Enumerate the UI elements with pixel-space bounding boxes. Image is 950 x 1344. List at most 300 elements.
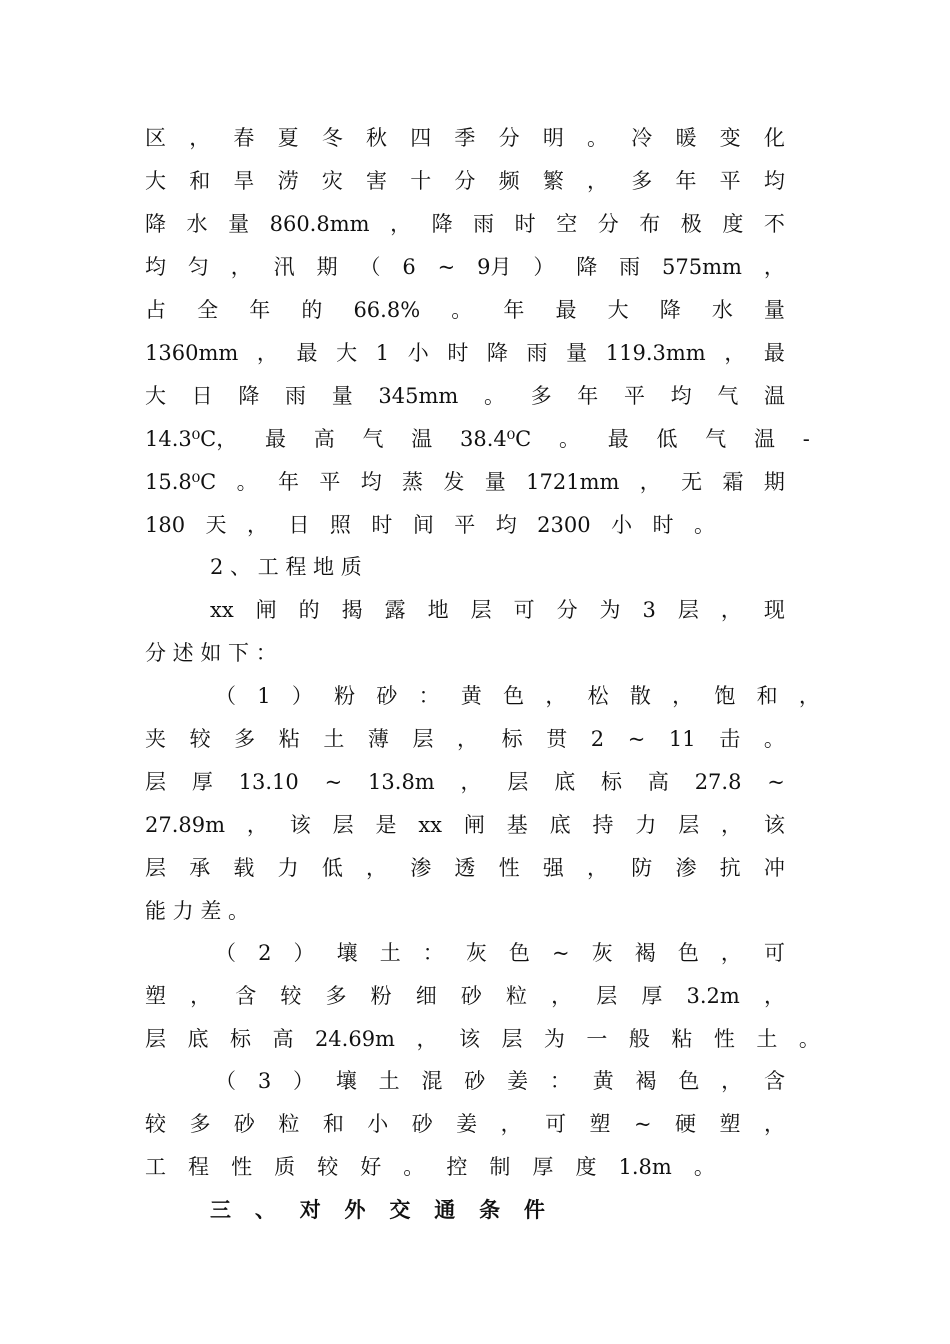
text-token: 性 (713, 1027, 735, 1051)
text-token: 年 (249, 298, 271, 322)
text-token: 区 (145, 126, 166, 150)
text-token: 壤 (335, 1069, 357, 1093)
text-token: 降 (576, 255, 598, 279)
text-token: 2300 (537, 513, 591, 537)
text-token: 褐 (635, 1069, 657, 1093)
text-token: 高 (647, 770, 669, 794)
text-token: 抗 (719, 856, 741, 880)
text-token: 色 (677, 941, 699, 965)
text-token: 一 (586, 1027, 608, 1051)
text-token: ， (551, 984, 573, 1008)
text-token: 季 (454, 126, 476, 150)
text-token: 制 (489, 1155, 511, 1179)
text-token: 雨 (526, 341, 548, 365)
text-line (0, 595, 950, 625)
text-token: ： (422, 941, 444, 965)
text-token: 通 (434, 1197, 456, 1222)
text-token: ， (587, 169, 609, 193)
text-token: （ (215, 941, 236, 965)
text-token: 均 (495, 513, 517, 537)
text-token: 38.4⁰C (460, 427, 532, 451)
text-token: 含 (235, 984, 257, 1008)
text-token: 强 (542, 856, 564, 880)
text-token: 量 (566, 341, 588, 365)
text-token: 低 (656, 427, 678, 451)
text-token: 、 (254, 1197, 276, 1222)
text-token: ， (545, 684, 567, 708)
text-line (0, 681, 950, 711)
text-token: 层 (332, 813, 354, 837)
text-token: 降 (238, 384, 260, 408)
text-token: 9月 (477, 255, 512, 279)
text-token: 发 (443, 470, 465, 494)
text-token: 层 (145, 1027, 166, 1051)
text-line (0, 938, 950, 968)
text-token: 。 (587, 126, 609, 150)
text-line (0, 252, 950, 282)
text-token: ， (460, 770, 482, 794)
text-line (0, 1024, 950, 1054)
text-token: 多 (234, 727, 256, 751)
text-token: 色 (503, 684, 525, 708)
text-token: 年 (577, 384, 599, 408)
line-text (215, 681, 820, 711)
text-token: 较 (317, 1155, 339, 1179)
text-token: 频 (498, 169, 520, 193)
text-token: 砂 (233, 1112, 255, 1136)
text-token: 繁 (542, 169, 564, 193)
text-token: 色 (508, 941, 530, 965)
text-token: 冲 (763, 856, 785, 880)
text-token: 黄 (460, 684, 482, 708)
text-token: 345mm (378, 384, 459, 408)
text-token: 气 (717, 384, 739, 408)
text-token: ， (721, 1069, 743, 1093)
text-token: 击 (719, 727, 741, 751)
text-token: 粒 (506, 984, 527, 1008)
line-text (145, 209, 785, 239)
text-line (0, 338, 950, 368)
text-token: 厚 (191, 770, 213, 794)
line-text (145, 767, 785, 797)
line-text: 能 力 差 。 (145, 899, 250, 923)
text-token: 层 (145, 856, 166, 880)
text-token: 分 (556, 598, 578, 622)
text-token: 和 (756, 684, 778, 708)
line-text (145, 1152, 715, 1182)
text-token: 砂 (460, 984, 482, 1008)
text-token: 载 (233, 856, 255, 880)
text-token: 3.2m (686, 984, 740, 1008)
text-token: 质 (274, 1155, 296, 1179)
text-token: 害 (366, 169, 388, 193)
line-text: 分 述 如 下 ： (145, 641, 277, 665)
text-token: 年 (675, 169, 697, 193)
text-token: 粉 (370, 984, 392, 1008)
text-token: 层 (677, 598, 699, 622)
text-token: 分 (498, 126, 520, 150)
text-token: ， (416, 1027, 438, 1051)
text-token: ， (247, 513, 268, 537)
text-line (0, 467, 950, 497)
text-token: 灰 (465, 941, 487, 965)
text-token: 灰 (591, 941, 613, 965)
text-token: 1 (375, 341, 390, 365)
text-token: 件 (523, 1197, 545, 1222)
line-text (145, 123, 785, 153)
text-token: 条 (479, 1197, 501, 1222)
text-token: 三 (210, 1197, 231, 1222)
text-token: 空 (556, 212, 578, 236)
text-token: 量 (228, 212, 250, 236)
text-token: 性 (231, 1155, 253, 1179)
text-token: 层 (145, 770, 166, 794)
text-line (0, 510, 950, 540)
text-token: 姜 (456, 1112, 478, 1136)
text-token: 180 (145, 513, 186, 537)
text-token: 汛 (273, 255, 295, 279)
text-token: 含 (763, 1069, 785, 1093)
text-token: 27.89m (145, 813, 226, 837)
text-token: xx (210, 598, 234, 622)
line-text (215, 1066, 785, 1096)
text-token: 575mm (662, 255, 742, 279)
text-token: 1 (257, 684, 271, 708)
line-text (145, 981, 785, 1011)
text-token: ~ (767, 770, 785, 794)
text-token: 平 (623, 384, 645, 408)
text-token: 霜 (722, 470, 744, 494)
text-token: ， (189, 126, 211, 150)
text-line (0, 1109, 950, 1139)
text-token: 平 (719, 169, 741, 193)
text-token: 3 (642, 598, 656, 622)
text-token: ） (293, 1069, 314, 1093)
text-token: 水 (711, 298, 733, 322)
text-token: 层 (596, 984, 618, 1008)
text-token: 色 (678, 1069, 700, 1093)
text-token: 最 (265, 427, 286, 451)
text-token: 年 (277, 470, 299, 494)
text-line (0, 1066, 950, 1096)
text-token: 多 (189, 1112, 211, 1136)
text-token: 交 (389, 1197, 411, 1222)
text-token: 13.10 (238, 770, 299, 794)
text-line (0, 981, 950, 1011)
text-token: 黄 (592, 1069, 614, 1093)
text-token: ， (639, 470, 661, 494)
text-token: 。 (236, 470, 258, 494)
text-token: 变 (719, 126, 741, 150)
text-token: 为 (543, 1027, 565, 1051)
text-line (0, 209, 950, 239)
text-token: 小 (367, 1112, 389, 1136)
text-token: 降 (486, 341, 508, 365)
line-text (145, 381, 785, 411)
line-text (145, 510, 715, 540)
text-token: 均 (360, 470, 382, 494)
text-token: 不 (763, 212, 785, 236)
text-token: ： (418, 684, 440, 708)
text-token: ， (672, 684, 694, 708)
line-text (145, 338, 785, 368)
text-token: 13.8m (368, 770, 435, 794)
text-token: 期 (316, 255, 338, 279)
text-token: 底 (554, 770, 576, 794)
text-token: 褐 (634, 941, 656, 965)
text-token: 的 (298, 598, 320, 622)
text-token: 承 (189, 856, 211, 880)
text-token: 温 (411, 427, 433, 451)
text-token: 分 (454, 169, 476, 193)
text-token: 。 (483, 384, 505, 408)
text-token: xx (418, 813, 443, 837)
text-token: 底 (187, 1027, 209, 1051)
text-token: 该 (289, 813, 311, 837)
text-token: ， (720, 941, 742, 965)
text-token: 冬 (321, 126, 343, 150)
text-line (0, 424, 950, 454)
text-token: 持 (592, 813, 614, 837)
text-token: 壤 (336, 941, 358, 965)
text-token: 大 (145, 169, 166, 193)
text-line (0, 123, 950, 153)
text-token: 11 (668, 727, 696, 751)
text-token: ~ (437, 255, 456, 279)
text-token: 低 (321, 856, 343, 880)
text-token: 明 (542, 126, 564, 150)
text-token: ~ (633, 1112, 652, 1136)
text-token: 塑 (145, 984, 166, 1008)
text-token: ， (763, 984, 785, 1008)
line-text (145, 467, 785, 497)
text-token: 水 (186, 212, 208, 236)
text-token: 塑 (719, 1112, 741, 1136)
text-token: 高 (272, 1027, 294, 1051)
text-token: 量 (763, 298, 785, 322)
text-token: 1.8m (618, 1155, 672, 1179)
text-token: 降 (659, 298, 681, 322)
text-token: 均 (145, 255, 166, 279)
text-token: 秋 (366, 126, 388, 150)
text-token: 较 (189, 727, 211, 751)
text-line (0, 853, 950, 883)
text-token: 工 (145, 1155, 166, 1179)
text-token: 外 (344, 1197, 366, 1222)
text-token: 可 (513, 598, 535, 622)
text-token: ） (533, 255, 555, 279)
text-token: 该 (458, 1027, 480, 1051)
text-token: 度 (575, 1155, 597, 1179)
text-token: 时 (652, 513, 674, 537)
text-token: ， (230, 255, 252, 279)
text-token: 可 (545, 1112, 567, 1136)
text-token: 。 (693, 1155, 715, 1179)
text-token: 多 (530, 384, 552, 408)
text-token: 时 (447, 341, 469, 365)
text-token: 期 (763, 470, 785, 494)
text-token: 降 (431, 212, 453, 236)
text-token: 。 (798, 1027, 820, 1051)
text-token: 好 (360, 1155, 382, 1179)
text-token: 露 (384, 598, 406, 622)
text-token: 塑 (589, 1112, 611, 1136)
text-token: 层 (678, 813, 700, 837)
text-token: 多 (325, 984, 347, 1008)
text-token: 硬 (675, 1112, 697, 1136)
line-text (145, 252, 785, 282)
text-token: 最 (296, 341, 318, 365)
text-token: 该 (763, 813, 785, 837)
text-token: 气 (362, 427, 384, 451)
text-token: 极 (680, 212, 702, 236)
text-token: 砂 (411, 1112, 433, 1136)
text-token: 防 (631, 856, 653, 880)
line-text (145, 166, 785, 196)
text-token: 性 (498, 856, 520, 880)
line-text (215, 938, 785, 968)
text-token: 分 (597, 212, 619, 236)
text-token: 砂 (464, 1069, 486, 1093)
text-token: 全 (197, 298, 219, 322)
text-line (0, 810, 950, 840)
text-token: 均 (763, 169, 785, 193)
text-token: 闸 (255, 598, 277, 622)
text-token: 平 (454, 513, 476, 537)
text-token: 粘 (671, 1027, 693, 1051)
text-token: ， (246, 813, 268, 837)
chapter-heading (0, 1195, 950, 1225)
text-token: 夹 (145, 727, 166, 751)
line-text (145, 295, 785, 325)
line-text (145, 1024, 820, 1054)
text-token: 现 (763, 598, 785, 622)
text-token: ， (724, 341, 746, 365)
text-token: 四 (410, 126, 432, 150)
text-token: 程 (188, 1155, 210, 1179)
text-token: 较 (280, 984, 302, 1008)
text-token: 119.3mm (605, 341, 706, 365)
text-token: 24.69m (314, 1027, 395, 1051)
text-token: 层 (501, 1027, 523, 1051)
text-token: ， (587, 856, 609, 880)
text-token: 无 (681, 470, 703, 494)
text-token: 揭 (341, 598, 363, 622)
text-line (0, 896, 950, 926)
text-token: 透 (454, 856, 476, 880)
text-token: 占 (145, 298, 166, 322)
text-token: 粒 (278, 1112, 300, 1136)
text-token: 雨 (619, 255, 641, 279)
text-token: 雨 (285, 384, 307, 408)
text-token: 27.8 (694, 770, 742, 794)
text-token: 温 (763, 384, 785, 408)
line-text (210, 595, 785, 625)
text-token: 最 (607, 427, 629, 451)
text-token: 1360mm (145, 341, 239, 365)
text-token: 标 (229, 1027, 251, 1051)
text-token: 6 (402, 255, 416, 279)
text-token: ， (763, 255, 785, 279)
text-token: ） (293, 941, 315, 965)
text-token: 基 (506, 813, 528, 837)
text-token: 。 (763, 727, 785, 751)
text-token: - (802, 427, 810, 451)
text-token: 66.8% (353, 298, 421, 322)
text-token: ， (500, 1112, 522, 1136)
line-text (145, 1109, 785, 1139)
text-token: 间 (412, 513, 434, 537)
text-token: 最 (555, 298, 577, 322)
text-token: ， (721, 813, 743, 837)
line-text (210, 1195, 545, 1225)
text-token: 姜 (507, 1069, 529, 1093)
text-token: ） (291, 684, 313, 708)
text-token: 和 (189, 169, 211, 193)
text-token: 雨 (473, 212, 495, 236)
text-token: 时 (371, 513, 393, 537)
text-token: 量 (331, 384, 353, 408)
text-token: 地 (427, 598, 449, 622)
text-token: 是 (375, 813, 397, 837)
text-token: 匀 (187, 255, 209, 279)
text-token: 天 (205, 513, 227, 537)
text-line (0, 166, 950, 196)
text-token: 厚 (532, 1155, 554, 1179)
section-heading (0, 552, 950, 582)
text-token: 春 (233, 126, 255, 150)
text-token: 大 (145, 384, 166, 408)
text-token: 和 (322, 1112, 344, 1136)
text-token: ， (798, 684, 820, 708)
line-text (145, 724, 785, 754)
text-token: 层 (412, 727, 434, 751)
text-token: ： (549, 1069, 571, 1093)
text-line (0, 638, 950, 668)
text-token: （ (359, 255, 381, 279)
text-token: 夏 (277, 126, 299, 150)
text-token: 日 (191, 384, 213, 408)
text-token: 土 (379, 941, 401, 965)
text-token: 粘 (278, 727, 300, 751)
text-token: 十 (410, 169, 432, 193)
text-token: 日 (288, 513, 310, 537)
text-token: ~ (552, 941, 570, 965)
text-token: 砂 (376, 684, 398, 708)
text-token: 渗 (675, 856, 697, 880)
text-token: 温 (754, 427, 775, 451)
text-token: 灾 (321, 169, 343, 193)
text-token: 混 (421, 1069, 443, 1093)
text-token: 薄 (367, 727, 389, 751)
text-token: 年 (503, 298, 525, 322)
text-token: 时 (514, 212, 536, 236)
text-token: 标 (501, 727, 523, 751)
text-token: 标 (601, 770, 623, 794)
text-token: 14.3⁰C， (145, 427, 238, 451)
text-token: 为 (599, 598, 621, 622)
text-token: 降 (145, 212, 166, 236)
text-line (0, 295, 950, 325)
text-token: 2 (258, 941, 272, 965)
text-line (0, 1152, 950, 1182)
text-token: 较 (145, 1112, 166, 1136)
text-token: 般 (628, 1027, 650, 1051)
text-line (0, 381, 950, 411)
text-token: 多 (631, 169, 653, 193)
text-token: 。 (693, 513, 715, 537)
text-token: ， (763, 1112, 785, 1136)
